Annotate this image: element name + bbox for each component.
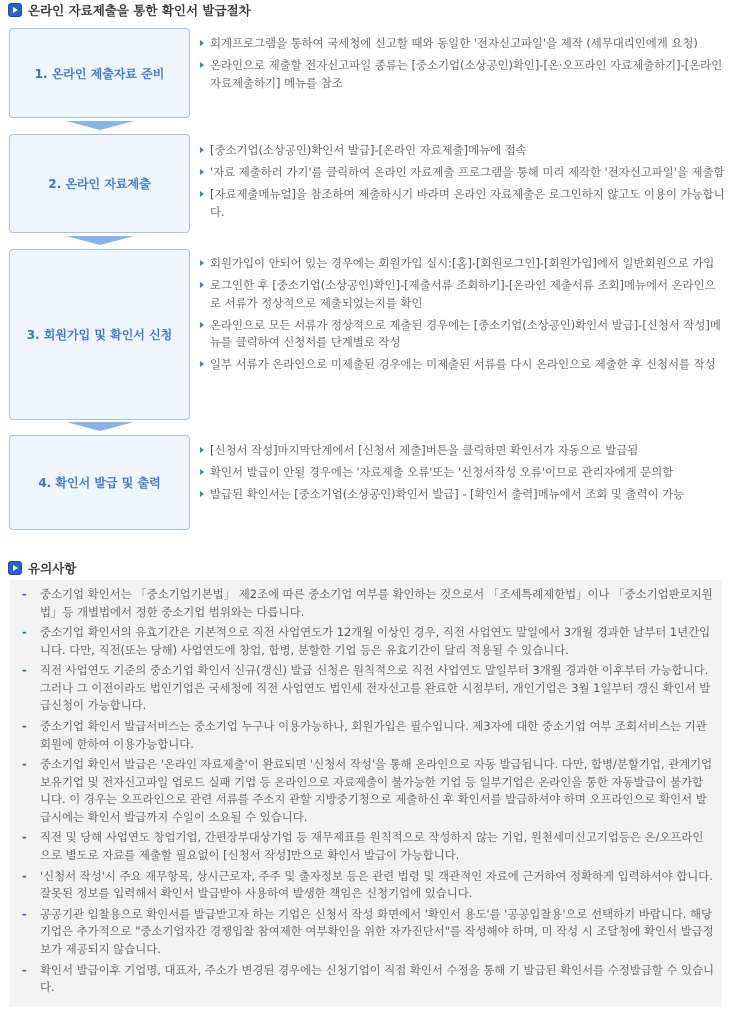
section-bullet-icon (8, 561, 22, 575)
notice-item: - 직전 및 당해 사업연도 창업기업, 간편장부대상기업 등 재무제표를 원칙적으로 작성하지 않는 기업, 원천세미신고기업등은 온/오프라인으로 별도로 자료를 제출할 필요없이 [신청서 작성]만으로 확인서 발급이 가능합니다. (18, 829, 714, 864)
notice-item: - 직전 사업연도 기준의 중소기업 확인서 신규(갱신) 발급 신청은 원칙적으로 직전 사업연도 말일부터 3개월 경과한 이후부터 가능합니다. 그러나 그 이전이라도 법인기업은 국세청에 직전 사업연도 법인세 전자신고를 완료한 시점부터, 개인기업은 3월 1일부터 갱신 확인서 발급신청이 가능합니다. (18, 662, 714, 715)
step-1-description (198, 35, 726, 97)
notice-item: - '신청서 작성'시 주요 재무항목, 상시근로자, 주주 및 출자정보 등은 관련 법령 및 객관적인 자료에 근거하여 정확하게 입력하셔야 합니다. 잘못된 정보를 입력해서 확인서 발급받아 사용하여 발생한 책임은 신청기업에 있습니다. (18, 868, 714, 903)
step-4-description (198, 442, 726, 508)
step-2-label: 2. 온라인 자료제출 (48, 177, 151, 191)
notice-item: - 공공기관 입찰용으로 확인서를 발급받고자 하는 기업은 신청서 작성 화면에서 '확인서 용도'를 '공공입찰용'으로 선택하기 바랍니다. 해당 기업은 추가적으로 "중소기업자간 경쟁입찰 참여제한 여부확인을 위한 자가진단서"를 작성해야 하며, 미 작성 시 조달청에 확인서 발급정보가 제공되지 않습니다. (18, 906, 714, 959)
step-1-label: 1. 온라인 제출자료 준비 (34, 66, 165, 81)
notice-item: - 중소기업 확인서의 유효기간은 기본적으로 직전 사업연도가 12개월 이상인 경우, 직전 사업연도 말일에서 3개월 경과한 날부터 1년간입니다. 다만, 직전(또는 당해) 사업연도에 창업, 합병, 분할한 기업 등은 유효기간이 달리 적용될 수 있습니다. (18, 624, 714, 659)
step-1-item: 회계프로그램을 통하여 국세청에 신고할 때와 동일한 '전자신고파일'을 제작 (세무대리인에게 요청) (198, 35, 726, 53)
step-2-down-arrow-icon (66, 236, 134, 245)
notice-list (18, 586, 714, 997)
step-4-box (9, 435, 190, 530)
step-3-item: 회원가입이 안되어 있는 경우에는 회원가입 실시:[홈]-[회원로그인]-[회원가입]에서 일반회원으로 가입 (198, 255, 726, 273)
step-3-label: 3. 회원가입 및 확인서 신청 (26, 328, 173, 342)
procedure-section-title-text: 온라인 자료제출을 통한 확인서 발급절차 (28, 3, 251, 18)
notice-section-title (8, 558, 76, 578)
notice-item: - 중소기업 확인서는 「중소기업기본법」 제2조에 따른 중소기업 여부를 확인하는 것으로서 「조세특례제한법」이나 「중소기업판로지원법」등 개별법에서 정한 중소기업 범위와는 다릅니다. (18, 586, 714, 621)
step-1-down-arrow-icon (66, 121, 134, 130)
step-3-item: 로그인한 후 [중소기업(소상공인)확인]-[제출서류 조회하기]-[온라인 제출서류 조회]메뉴에서 온라인으로 서류가 정상적으로 제출되었는지를 확인 (198, 277, 726, 312)
step-2-item: [중소기업(소상공인)확인서 발급]-[온라인 자료제출]메뉴에 접속 (198, 142, 726, 160)
notice-box (10, 580, 722, 1007)
section-bullet-icon (8, 3, 22, 17)
notice-item: - 확인서 발급이후 기업명, 대표자, 주소가 변경된 경우에는 신청기업이 직접 확인서 수정을 통해 기 발급된 확인서를 수정발급할 수 있습니다. (18, 962, 714, 997)
step-4-item: 확인서 발급이 안될 경우에는 '자료제출 오류'또는 '신청서작성 오류'이므로 관리자에게 문의함 (198, 464, 726, 482)
step-2-description (198, 142, 726, 226)
step-1-box (9, 28, 190, 118)
step-4-item: 발급된 확인서는 [중소기업(소상공인)확인서 발급] - [확인서 출력]메뉴에서 조회 및 출력이 가능 (198, 486, 726, 504)
step-3-down-arrow-icon (66, 422, 134, 431)
procedure-section-title (8, 0, 251, 20)
step-1-item: 온라인으로 제출할 전자신고파일 종류는 [중소기업(소상공인)확인]-[온·오프라인 자료제출하기]-[온라인 자료제출하기] 메뉴를 참조 (198, 57, 726, 92)
notice-section-title-text: 유의사항 (28, 561, 77, 576)
notice-item: - 중소기업 확인서 발급은 '온라인 자료제출'이 완료되면 '신청서 작성'을 통해 온라인으로 자동 발급됩니다. 다만, 합병/분할기업, 관계기업 보유기업 및 전자신고파일 업로드 실패 기업 등 온라인으로 자료제출이 불가능한 기업 등 일부기업은 온라인을 통한 자동발급이 불가합니다. 이 경우는 오프라인으로 관련 서류를 주소지 관할 지방중기청으로 제출하신 후 확인서를 발급하셔야 하며 오프라인으로 확인서 발급시에는 확인서 발급까지 수일이 소요될 수 있습니다. (18, 756, 714, 826)
step-3-item: 일부 서류가 온라인으로 미제출된 경우에는 미제출된 서류를 다시 온라인으로 제출한 후 신청서를 작성 (198, 356, 726, 374)
step-2-item: [자료제출메뉴얼]을 참조하여 제출하시기 바라며 온라인 자료제출은 로그인하지 않고도 이용이 가능합니다. (198, 186, 726, 221)
step-4-item: [신청서 작성]마지막단계에서 [신청서 제출]버튼을 클릭하면 확인서가 자동으로 발급됨 (198, 442, 726, 460)
step-4-label: 4. 확인서 발급 및 출력 (38, 476, 161, 490)
step-3-box (9, 249, 190, 420)
step-2-box (9, 134, 190, 233)
step-3-description (198, 255, 726, 378)
step-3-item: 온라인으로 모든 서류가 정상적으로 제출된 경우에는 [중소기업(소상공인)확인서 발급]-[신청서 작성]메뉴를 클릭하여 신청서를 단계별로 작성 (198, 317, 726, 352)
step-2-item: '자료 제출하러 가기'를 클릭하여 온라인 자료제출 프로그램을 통해 미리 제작한 '전자신고파일'을 제출함 (198, 164, 726, 182)
notice-item: - 중소기업 확인서 발급서비스는 중소기업 누구나 이용가능하나, 회원가입은 필수입니다. 제3자에 대한 중소기업 여부 조회서비스는 기관회원에 한하여 이용가능합니다. (18, 718, 714, 753)
